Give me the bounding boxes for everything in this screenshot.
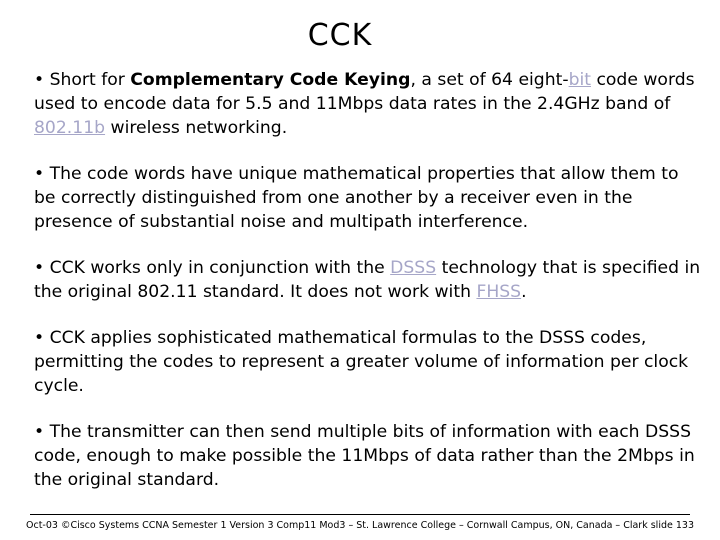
bullet-text: • Short for	[34, 70, 131, 90]
link-dsss[interactable]: DSSS	[390, 258, 437, 278]
bullet-text: • CCK works only in conjunction with the	[34, 258, 391, 278]
bullet-code-words: • The code words have unique mathematical properties that allow them to be correctly distinguished from one another by a receiver even in the presence of substantial noise and multipath interference.	[34, 164, 679, 232]
slide-title: CCK	[307, 18, 373, 53]
link-802-11b[interactable]: 802.11b	[34, 118, 106, 138]
bullet-transmitter: • The transmitter can then send multiple bits of information with each DSSS code, enough to make possible the 11Mbps of data rather than the 2Mbps in the original standard.	[34, 422, 695, 490]
bullet-text: , a set of 64 eight-	[410, 70, 569, 90]
link-fhss[interactable]: FHSS	[476, 282, 522, 302]
bullet-text: wireless networking.	[105, 118, 288, 138]
slide-body	[34, 68, 702, 514]
bullet-text: technology that is specified in the original 802.11 standard. It does not work with	[34, 258, 701, 302]
bullet-complementary-code-keying	[34, 68, 702, 140]
bold-term: Complementary Code Keying	[130, 70, 411, 90]
link-bit[interactable]: bit	[568, 70, 591, 90]
footer-divider	[30, 514, 690, 515]
bullet-dsss-only	[34, 256, 702, 304]
bullet-formulas: • CCK applies sophisticated mathematical formulas to the DSSS codes, permitting the codes to represent a greater volume of information per clock cycle.	[34, 328, 689, 396]
bullet-text: code words used to encode data for 5.5 and 11Mbps data rates in the 2.4GHz band of	[34, 70, 695, 114]
bullet-text: .	[521, 282, 527, 302]
slide-footer: Oct-03 ©Cisco Systems CCNA Semester 1 Version 3 Comp11 Mod3 – St. Lawrence College – Cornwall Campus, ON, Canada – Clark slide 133	[26, 520, 694, 531]
